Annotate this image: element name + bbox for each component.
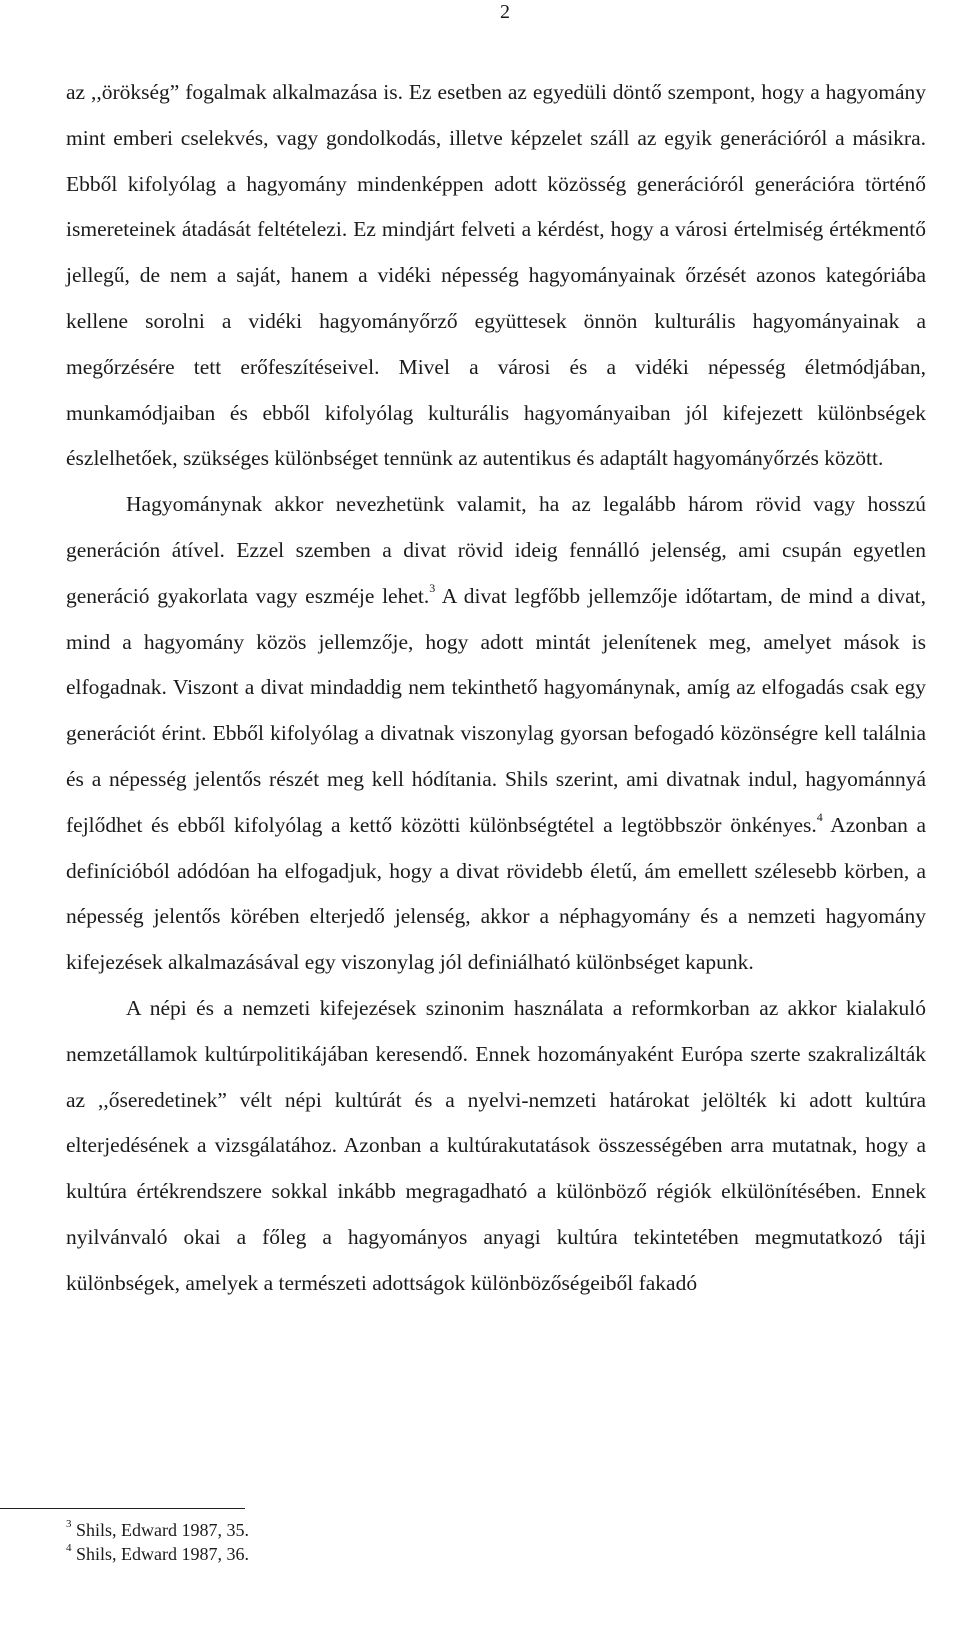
footnote-ref-4[interactable]: 4	[816, 809, 823, 824]
paragraph-2-part-b: A divat legfőbb jellemzője időtartam, de mind a divat, mind a hagyomány közös jellemzője, hogy adott mintát jelenítenek meg, amelyet mások is elfogadnak. Viszont a divat mindaddig nem tekinthető hagyománynak, amíg az elfogadás csak egy generációt érint. Ebből kifolyólag a divatnak viszonylag gyorsan befogadó közönségre kell találnia és a népesség jelentős részét meg kell hódítania. Shils szerint, ami divatnak indul, hagyománnyá fejlődhet és ebből kifolyólag a kettő közötti különbségtétel a legtöbbször önkényes.	[66, 583, 926, 837]
paragraph-3: A népi és a nemzeti kifejezések szinonim használata a reformkorban az akkor kialakuló nemzetállamok kultúrpolitikájában keresendő. Ennek hozományaként Európa szerte szakralizálták az ,,őseredetinek” vélt népi kultúrát és a nyelvi-nemzeti határokat jelölték ki adott kultúra elterjedésének a vizsgálatához. Azonban a kultúrakutatások összességében arra mutatnak, hogy a kultúra értékrendszere sokkal inkább megragadható a különböző régiók elkülönítésében. Ennek nyilvánvaló okai a főleg a hagyományos anyagi kultúra tekintetében megmutatkozó táji különbségek, amelyek a természeti adottságok különbözőségeiből fakadó	[66, 995, 926, 1295]
paragraph-2-part-c: Azonban a definícióból adódóan ha elfogadjuk, hogy a divat rövidebb életű, ám emellett szélesebb körben, a népesség jelentős körében elterjedő jelenség, akkor a néphagyomány és a nemzeti hagyomány kifejezések alkalmazásával egy viszonylag jól definiálható különbséget kapunk.	[66, 812, 926, 975]
footnote-4	[66, 1542, 249, 1566]
footnotes	[66, 1518, 249, 1566]
paragraph-2-part-a: Hagyománynak akkor nevezhetünk valamit, ha az legalább három rövid vagy hosszú generáción átível. Ezzel szemben a divat rövid ideig fennálló jelenség, ami csupán egyetlen generáció gyakorlata vagy eszméje lehet.	[66, 492, 926, 608]
footnote-text: Shils, Edward 1987, 35.	[76, 1520, 249, 1540]
footnote-3	[66, 1518, 249, 1542]
paragraph-2	[66, 482, 926, 986]
footnote-ref-3[interactable]: 3	[429, 580, 436, 595]
footnote-mark: 3	[66, 1518, 72, 1530]
paragraph-1: az ,,örökség” fogalmak alkalmazása is. Ez esetben az egyedüli döntő szempont, hogy a hagyomány mint emberi cselekvés, vagy gondolkodás, illetve képzelet száll az egyik generációról a másikra. Ebből kifolyólag a hagyomány mindenképpen adott közösség generációról generációra történő ismereteinek átadását feltételezi. Ez mindjárt felveti a kérdést, hogy a városi értelmiség értékmentő jellegű, de nem a saját, hanem a vidéki népesség hagyományainak őrzését azonos kategóriába kellene sorolni a vidéki hagyományőrző együttesek önnön kulturális hagyományainak a megőrzésére tett erőfeszítéseivel. Mivel a városi és a vidéki népesség életmódjában, munkamódjaiban és ebből kifolyólag kulturális hagyományaiban jól kifejezett különbségek észlelhetőek, szükséges különbséget tennünk az autentikus és adaptált hagyományőrzés között.	[66, 80, 926, 471]
page-number: 2	[500, 1, 510, 23]
footnote-mark: 4	[66, 1542, 72, 1554]
footnote-separator	[0, 1508, 245, 1509]
footnote-text: Shils, Edward 1987, 36.	[76, 1544, 249, 1564]
main-text	[66, 70, 926, 1307]
